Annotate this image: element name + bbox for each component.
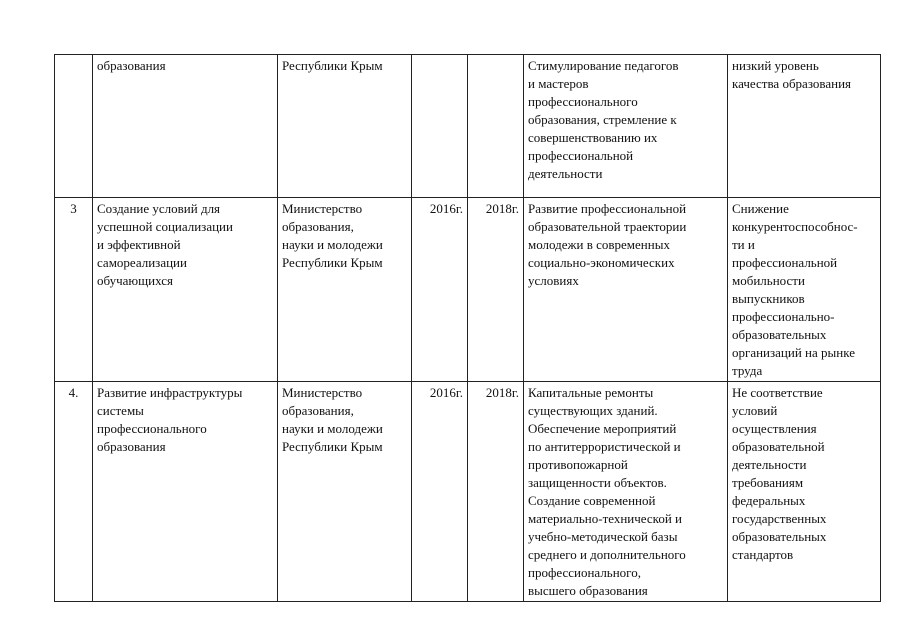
risk-cell: низкий уровень качества образования <box>728 55 881 198</box>
row-number: 4. <box>55 382 93 602</box>
executor-cell: Министерство образования, науки и молодежи Республики Крым <box>278 382 412 602</box>
start-year-cell <box>412 55 468 198</box>
table-row <box>55 382 881 602</box>
table-row <box>55 198 881 382</box>
start-year-cell: 2016г. <box>412 382 468 602</box>
row-number <box>55 55 93 198</box>
end-year-cell: 2018г. <box>468 382 524 602</box>
expected-result-cell: Капитальные ремонты существующих зданий. Обеспечение мероприятий по антитеррористической и противопожарной защищенности объектов. Создание современной материально-технической и учебно-методической базы среднего и дополнительного профессионального, высшего образования <box>524 382 728 602</box>
direction-cell: образования <box>93 55 278 198</box>
risk-cell: Не соответствие условий осуществления образовательной деятельности требованиям федеральных государственных образовательных стандартов <box>728 382 881 602</box>
expected-result-cell: Стимулирование педагогов и мастеров профессионального образования, стремление к совершенствованию их профессиональной деятельности <box>524 55 728 198</box>
direction-cell: Создание условий для успешной социализации и эффективной самореализации обучающихся <box>93 198 278 382</box>
table-row <box>55 55 881 198</box>
end-year-cell <box>468 55 524 198</box>
risk-cell: Снижение конкурентоспособнос- ти и профессиональной мобильности выпускников профессионально- образовательных организаций на рынке труда <box>728 198 881 382</box>
executor-cell: Министерство образования, науки и молодежи Республики Крым <box>278 198 412 382</box>
row-number: 3 <box>55 198 93 382</box>
expected-result-cell: Развитие профессиональной образовательной траектории молодежи в современных социально-экономических условиях <box>524 198 728 382</box>
end-year-cell: 2018г. <box>468 198 524 382</box>
program-table <box>54 54 881 602</box>
executor-cell: Республики Крым <box>278 55 412 198</box>
start-year-cell: 2016г. <box>412 198 468 382</box>
direction-cell: Развитие инфраструктуры системы профессионального образования <box>93 382 278 602</box>
